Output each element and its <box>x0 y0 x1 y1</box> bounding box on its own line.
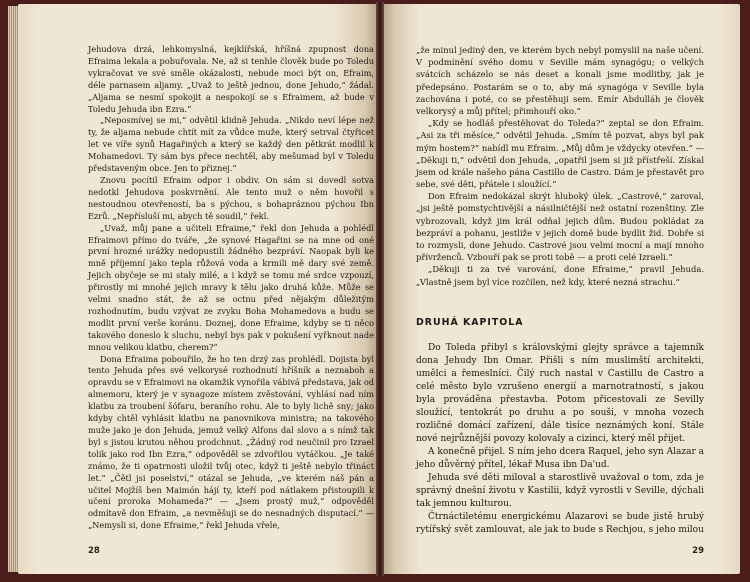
paragraph: „Děkuji ti za tvé varování, done Efraime,“ pravil Jehuda. „Vlastně jsem byl více rozčilen, než kdy, které nezná strachu.“ <box>416 264 704 287</box>
page-number: 29 <box>692 546 704 556</box>
page-edges <box>8 6 18 572</box>
paragraph: Dona Efraima pobouřilo, že ho ten drzý zas prohlédl. Dojista byl tento Jehuda přes své velkorysé rozhodnutí hříšník a neznaboh a opravdu se v Efraimovi na okamžik vynořila vábivá představa, jak od almemoru, který je v synagoze místem zvěstování, vyhlásí nad ním klatbu za troubení šófaru, beraního rohu. Ale to byly lichě sny; jako kdyby chtěl vyhlásit klatbu na panovnikova ministra; na takového muže jako je don Jehuda, jemuž velký Alfons dal slovo a s nímž tak byl s jistou krutou něhou prodchnut. „Žádný rod neučinil pro Izrael tolik jako rod Ibn Ezra,“ odpověděl se zdvořilou vytáčkou. „Je také známo, že ti opatrnosti uložil tvůj otec, když ti ještě nebylo třináct let.“ „Čětl jsi poselství,“ otázal se Jehuda, „ve kterém náš pán a učitel Mojžíš ben Maimón hájí ty, kteří pod nátlakem přistoupili k učení proroka Mohameda?“ — „Jsem prostý muž,“ odpověděl odmítavě don Efraim, „a nevměšuji se do nesnadných disputací.“ — „Nemysli si, done Efraime,“ řekl Jehuda vřele, <box>88 353 374 531</box>
paragraph: „Neposmívej se mi,“ odvětil klidně Jehuda. „Nikdo neví lépe než ty, že aljama nebude chtít mít za vůdce muže, který setrval čtyřicet let ve víře synů Hagařiných a který se každý den pětkrát modlil k Mohamedovi. Ty sám bys přece nechtěl, aby mešumad byl v Toledu představeným obce. Jen to přiznej.“ <box>88 115 374 174</box>
paragraph: Znovu pocítil Efraim odpor i obdiv. On sám si dovedl sotva nedotkl Jehudova poskvrnění. Ale tento muž o něm hovořil s nestoudnou otevřeností, ba s pýchou, s bohapráznou pýchou Ibn Ezrů. „Nepřísluší mi, abych tě soudil,“ řekl. <box>88 174 374 221</box>
paragraph: Jehudova drzá, lehkomyslná, kejklířská, hříšná zpupnost dona Efraima lekala a pobuřovala. Ne, až si tenhle člověk bude po Toledu vykračovat ve své směle okázalosti, nebude moci být on, Efraim, déle parnasem aljamy. „Uvaž to ještě jednou, done Jehudo,“ žádal. „Aljama se nesmí spokojit a nespokojí se s Efraimem, až bude v Toledu Jehuda ibn Ezra.“ <box>88 44 374 114</box>
paragraph: „Kdy se hodláš přestěhovat do Toleda?“ zeptal se don Efraim. „Asi za tři měsíce,“ odvětil Jehuda. „Smím tě pozvat, abys byl pak mým hostem?“ nabídl mu Efraim. „Můj dům je vždycky otevřen.“ — „Děkuji ti,“ odvětil don Jehuda, „opatřil jsem si již přístřeší. Získal jsem od krále našeho pána Castillo de Castro. Dám je přestavět pro sebe, své děti, přátele i sloužící.“ <box>416 118 704 190</box>
chapter-heading: DRUHÁ KAPITOLA <box>416 317 524 328</box>
paragraph: „že minul jediný den, ve kterém bych nebyl pomyslil na naše učení. V podmínění svého domu v Seville mám synagógu; o velkých svátcích scházelo se nás deset a konali jsme modlitby, jak je předepsáno. Postarám se o to, aby má synagóga v Seville byla zachována i poté, co se přestěhuji sem. Emír Abdulláh je člověk velkorysý a můj přítel; přimhouří oko.“ <box>416 45 704 116</box>
right-page <box>384 4 740 574</box>
page-number: 28 <box>88 546 100 556</box>
right-page-body-bottom <box>416 342 704 537</box>
paragraph: „Uvaž, můj pane a učiteli Efraime,“ řekl don Jehuda a pohlédl Efraimovi přímo do tváře, „že synové Hagařini se na mne od oné první hrozné urážky nedopustili žádného bezpráví. Naopak byli ke mně příjemní jako tepla růžová voda a krmili mě dary své země. Jejich obyčeje se mi staly milé, a i když se tomu mé srdce vzpouzí, přirostly mi mnohé jejich mravy k tělu jako druhá kůže. Může se velmi snadno stát, že až se octnu před nějakým důležitým rozhodnutím, budu vzývat ze zvyku Boha Mohamedova a budu se modlit první verše koránu. Doznej, done Efraime, kdyby se ti něco takového doneslo k sluchu, nebyl bys pak v pokušení vyřknout nade mnou velikou klatbu, cherem?“ <box>88 222 374 352</box>
right-page-body-top <box>416 44 704 288</box>
left-page <box>18 4 376 574</box>
paragraph: Čtrnáctiletému energickému Alazarovi se bude jistě hrubý rytířský svět zamlouvat, ale jak to bude s Rechjou, s jeho milou <box>416 512 704 536</box>
book-gutter <box>376 2 384 576</box>
paragraph: A konečně přijel. S ním jeho dcera Raquel, jeho syn Alazar a jeho důvěrný přítel, lékař Musa ibn Da'ud. <box>416 447 704 471</box>
paragraph: Do Toleda přibyl s královskými glejty správce a tajemník dona Jehudy Ibn Omar. Přišli s ním muslimští architekti, umělci a řemeslníci. Čilý ruch nastal v Castillu de Castro a celé město bylo vzrušeno energií a marnotratností, s jakou byla prováděna přestavba. Potom přicestovali ze Sevilly sloužící, tentokrát po druhu a po souši, v mnoha vozech rozličné domácí zařízení, dále tisíce neznámých koní. Stále nové nejrůznější povozy kolovaly a cizinci, který měl přijet. <box>416 343 704 445</box>
left-page-body <box>88 44 374 532</box>
paragraph: Don Efraim nedokázal skrýt hluboký úlek. „Castrově,“ zaroval, „jsi ještě pomstychtivější a násilničtější než ostatní rozenštiny. Zle vybrozovali, když jim král odňal jejich dům. Budou pokládat za bezpráví a pohanu, jestliže v jejich domě bude bydlit žid. Dobře si to rozmysli, done Jehudo. Castrové jsou velmi mocní a mají mnoho přívrženců. Vzbouří pak se proti tobě — a proti celé Izraeli.“ <box>416 191 704 263</box>
paragraph: Jehuda své děti miloval a starostlivě uvažoval o tom, zda je správný dnešní životu v Kastilii, když vyrostli v Seville, dýchali tak jemnou kulturou. <box>416 473 704 510</box>
